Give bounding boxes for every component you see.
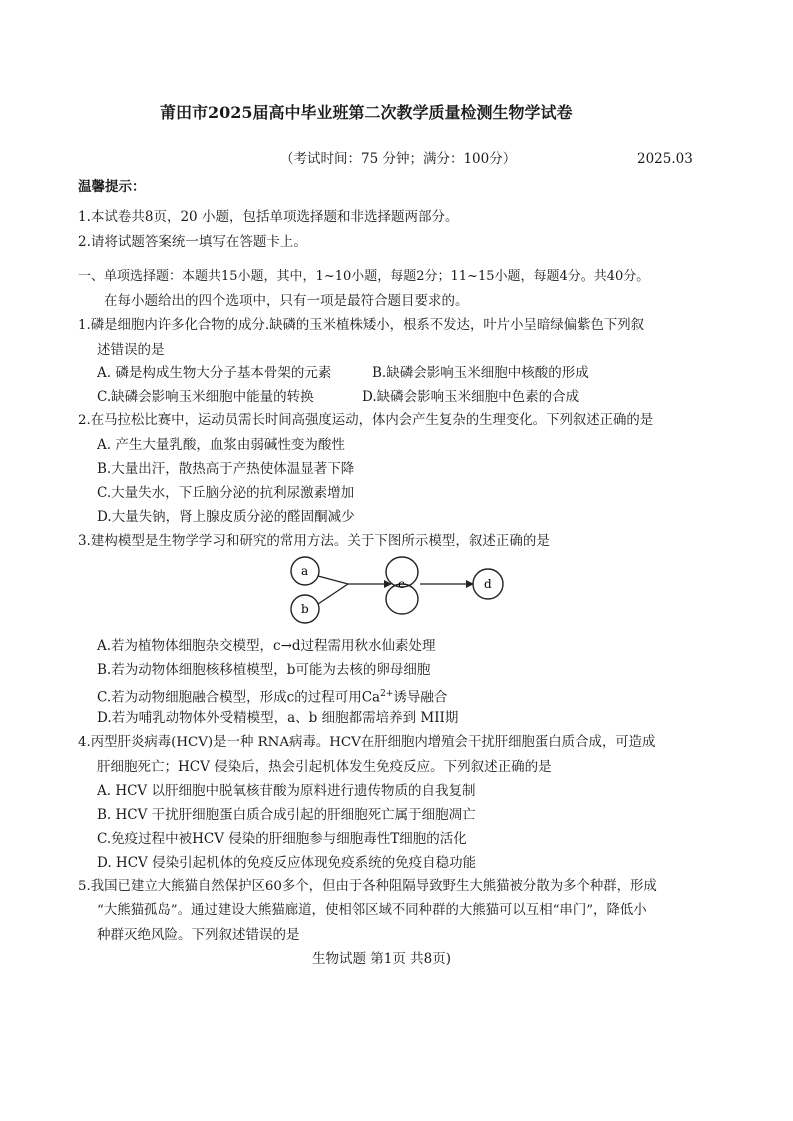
q3-option-c-text-end: 诱导融合 <box>393 689 448 706</box>
tips-heading: 温馨提示： <box>78 179 146 195</box>
page-title: 莆田市2025届高中毕业班第二次教学质量检测生物学试卷 <box>160 103 573 122</box>
q2-option-b: B.大量出汗，散热高于产热使体温显著下降 <box>97 461 355 477</box>
q3-model-diagram <box>280 552 510 632</box>
diagram-label-a: a <box>301 564 309 578</box>
q1-stem-line2: 述错误的是 <box>97 342 165 358</box>
q1-stem-line1: 1.磷是细胞内许多化合物的成分.缺磷的玉米植株矮小，根系不发达，叶片小呈暗绿偏紫色下列叙 <box>78 318 645 333</box>
diagram-label-b: b <box>301 602 309 616</box>
q4-option-b: B. HCV 干扰肝细胞蛋白质合成引起的肝细胞死亡属于细胞凋亡 <box>97 807 476 823</box>
arrowhead-icon <box>384 580 392 588</box>
q1-option-c: C.缺磷会影响玉米细胞中能量的转换 <box>97 389 314 405</box>
section-heading-line2: 在每小题给出的四个选项中，只有一项是最符合题目要求的。 <box>104 293 469 309</box>
q2-stem: 2.在马拉松比赛中，运动员需长时间高强度运动，体内会产生复杂的生理变化。下列叙述正确的是 <box>78 413 654 428</box>
q1-option-b: B.缺磷会影响玉米细胞中核酸的形成 <box>372 365 589 381</box>
q2-option-a: A. 产生大量乳酸，血浆由弱碱性变为酸性 <box>97 437 345 453</box>
q3-option-d: D.若为哺乳动物体外受精模型，a、b 细胞都需培养到 MII期 <box>97 710 459 726</box>
diagram-line-a <box>318 576 348 584</box>
q4-stem-line1: 4.丙型肝炎病毒(HCV)是一种 RNA病毒。HCV在肝细胞内增殖会干扰肝细胞蛋白质合成，可造成 <box>78 735 656 750</box>
q1-option-a: A. 磷是构成生物大分子基本骨架的元素 <box>97 365 332 381</box>
page-footer: 生物试题 第1页 共8页) <box>312 951 452 967</box>
tip-2: 2.请将试题答案统一填写在答题卡上。 <box>78 234 307 250</box>
q2-option-d: D.大量失钠，肾上腺皮质分泌的醛固酮减少 <box>97 509 355 525</box>
diagram-label-d: d <box>484 577 492 591</box>
q4-stem-line2: 肝细胞死亡；HCV 侵染后，热会引起机体发生免疫反应。下列叙述正确的是 <box>97 759 552 775</box>
q5-stem-line3: 种群灭绝风险。下列叙述错误的是 <box>97 927 300 943</box>
q1-option-d: D.缺磷会影响玉米细胞中色素的合成 <box>362 389 580 405</box>
q2-option-c: C.大量失水，下丘脑分泌的抗利尿激素增加 <box>97 485 355 501</box>
tip-1: 1.本试卷共8页，20 小题，包括单项选择题和非选择题两部分。 <box>78 209 459 225</box>
q3-option-b: B.若为动物体细胞核移植模型，b可能为去核的卵母细胞 <box>97 662 431 678</box>
q4-option-c: C.免疫过程中被HCV 侵染的肝细胞参与细胞毒性T细胞的活化 <box>97 831 467 847</box>
q3-option-a: A.若为植物体细胞杂交模型，c→d过程需用秋水仙素处理 <box>97 638 436 654</box>
exam-info: （考试时间：75 分钟；满分：100分） <box>280 151 517 167</box>
q3-option-c-superscript: 2+ <box>380 689 394 699</box>
q3-stem: 3.建构模型是生物学学习和研究的常用方法。关于下图所示模型，叙述正确的是 <box>78 533 550 549</box>
q4-option-d: D. HCV 侵染引起机体的免疫反应体现免疫系统的免疫自稳功能 <box>97 855 477 871</box>
q5-stem-line2: “大熊猫孤岛”。通过建设大熊猫廊道，使相邻区域不同种群的大熊猫可以互相“串门”，降低小 <box>97 903 647 918</box>
q5-stem-line1: 5.我国已建立大熊猫自然保护区60多个，但由于各种阻隔导致野生大熊猫被分散为多个种群，形成 <box>78 879 657 894</box>
q3-option-c <box>97 685 447 707</box>
exam-date: 2025.03 <box>637 151 693 167</box>
diagram-line-b <box>318 584 348 604</box>
q4-option-a: A. HCV 以肝细胞中脱氧核苷酸为原料进行遗传物质的自我复制 <box>97 783 476 799</box>
diagram-label-c: c <box>398 577 405 591</box>
section-heading-line1: 一、单项选择题：本题共15小题，其中，1~10小题，每题2分；11~15小题，每题4分。共40分。 <box>78 269 650 284</box>
q3-option-c-text: C.若为动物细胞融合模型，形成c的过程可用Ca <box>97 689 381 706</box>
